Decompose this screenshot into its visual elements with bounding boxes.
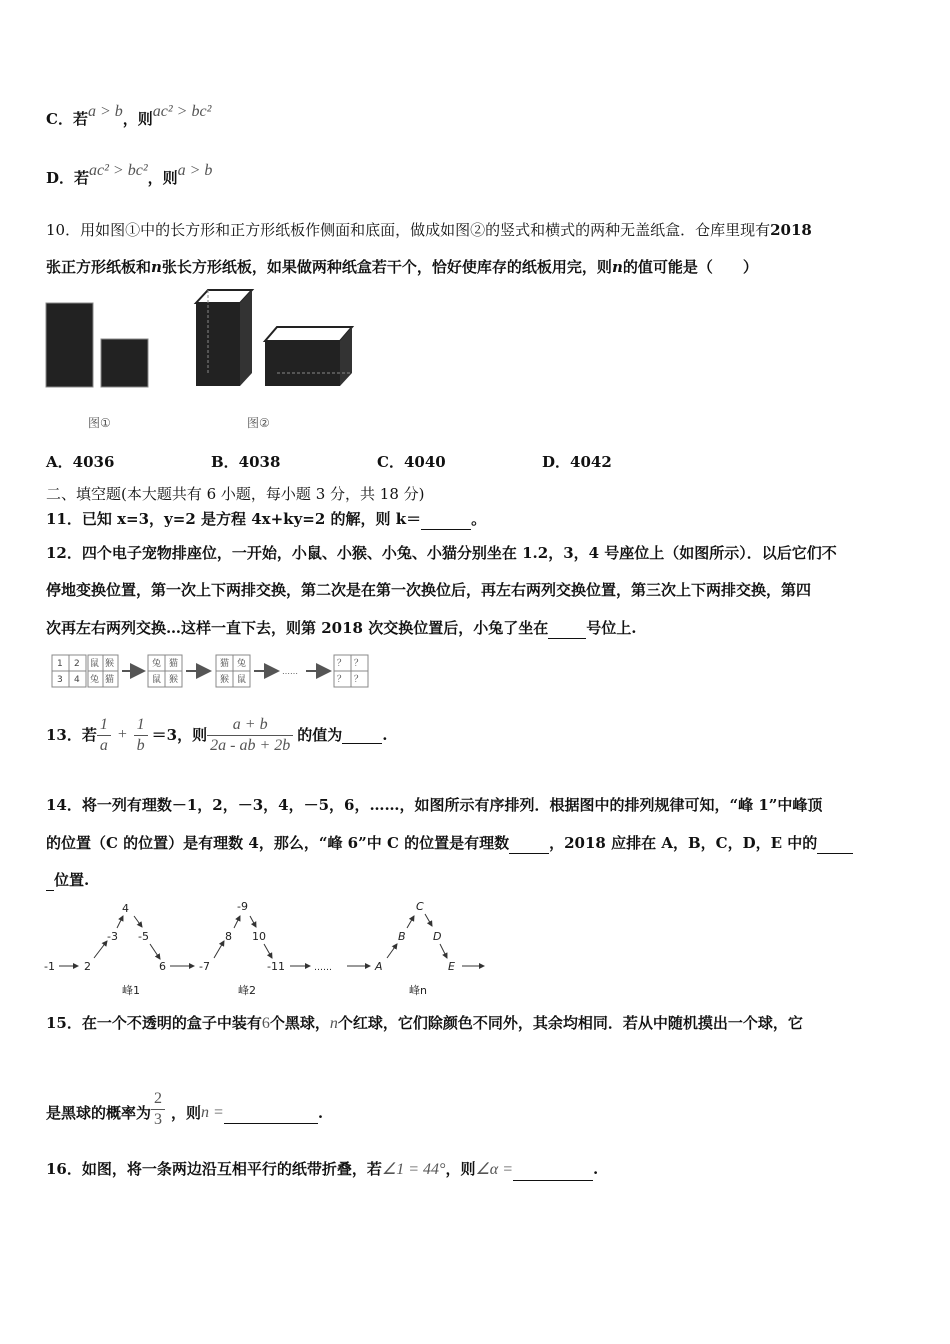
num-6: 6 bbox=[159, 960, 166, 973]
text: 15．在一个不透明的盒子中装有 bbox=[46, 1014, 262, 1032]
variable: n bbox=[151, 258, 162, 276]
svg-text:猫: 猫 bbox=[169, 659, 179, 669]
svg-text:？: ？ bbox=[337, 675, 347, 685]
svg-text:？: ？ bbox=[354, 675, 364, 685]
q10-line-1 bbox=[46, 219, 812, 241]
seat-box-2 bbox=[148, 655, 182, 687]
pos-c: C bbox=[416, 900, 424, 913]
q14-figure bbox=[42, 896, 492, 1000]
q15-line-1 bbox=[46, 1012, 803, 1035]
answer-blank[interactable] bbox=[224, 1107, 318, 1124]
text: 2018 bbox=[770, 221, 812, 239]
answer-blank[interactable] bbox=[509, 837, 549, 854]
svg-text:兔: 兔 bbox=[237, 659, 247, 669]
math-expression: ac² > bc² bbox=[152, 103, 212, 120]
q10-option-a[interactable]: A．4036 bbox=[46, 453, 115, 471]
num-8: 8 bbox=[225, 930, 232, 943]
dots: …… bbox=[282, 667, 298, 676]
vertical-box bbox=[196, 290, 252, 386]
text: 张长方形纸板，如果做两种纸盒若干个，恰好使库存的纸板用完，则 bbox=[161, 258, 612, 276]
q9-option-d bbox=[46, 162, 213, 190]
svg-text:鼠: 鼠 bbox=[90, 659, 100, 669]
pos-d: D bbox=[433, 930, 442, 943]
text: 的值为 bbox=[297, 726, 343, 744]
text: ，2018 应排在 A，B，C，D，E 中的 bbox=[549, 834, 818, 852]
text: 是黑球的概率为 bbox=[46, 1104, 152, 1122]
text: ，则 bbox=[445, 1160, 476, 1178]
pos-a: A bbox=[375, 960, 383, 973]
answer-blank[interactable] bbox=[817, 837, 853, 854]
fraction-expression: $\frac{a + b}{2a - ab + 2b}$ bbox=[207, 715, 293, 756]
q12-line-3 bbox=[46, 617, 636, 639]
caption-peak-n: 峰n bbox=[409, 984, 427, 997]
svg-text:猫: 猫 bbox=[220, 659, 230, 669]
q16 bbox=[46, 1158, 598, 1181]
svg-text:3: 3 bbox=[57, 675, 63, 685]
pos-b: B bbox=[398, 930, 406, 943]
text: 的值可能是（ ） bbox=[622, 258, 758, 276]
math-expression: ∠1 = 44° bbox=[381, 1161, 446, 1178]
section-title: 二、填空题(本大题共有 6 小题，每小题 3 分，共 18 分) bbox=[46, 485, 425, 503]
svg-text:猫: 猫 bbox=[105, 675, 115, 685]
svg-text:兔: 兔 bbox=[152, 659, 162, 669]
q10-option-d[interactable]: D．4042 bbox=[542, 453, 612, 471]
seat-box-unknown bbox=[334, 655, 368, 687]
number: 6 bbox=[261, 1015, 270, 1032]
num-4: 4 bbox=[122, 902, 129, 915]
svg-text:2: 2 bbox=[74, 659, 80, 669]
math-expression: ac² > bc² bbox=[89, 162, 148, 179]
text: 张正方形纸板和 bbox=[46, 258, 152, 276]
q14-line-1: 14．将一列有理数－1，2，－3，4，－5，6，……，如图所示有序排列．根据图中的排列规律可知，“峰 1”中峰顶 bbox=[46, 796, 823, 814]
caption-peak-2: 峰2 bbox=[238, 984, 256, 997]
text: 个黑球， bbox=[269, 1014, 330, 1032]
text: 的位置（C 的位置）是有理数 4，那么，“峰 6”中 C 的位置是有理数 bbox=[46, 834, 510, 852]
q9-option-c bbox=[46, 103, 212, 131]
text: . bbox=[382, 726, 388, 744]
seat-box-initial bbox=[52, 655, 118, 687]
text: . bbox=[593, 1160, 599, 1178]
num-3: -3 bbox=[107, 930, 118, 943]
text: 11．已知 x=3，y=2 是方程 4x+ky=2 的解，则 k＝ bbox=[46, 510, 422, 528]
variable: n bbox=[611, 258, 623, 276]
num-9: -9 bbox=[237, 900, 248, 913]
answer-blank-cont[interactable] bbox=[46, 874, 54, 891]
text: 个红球，它们除颜色不同外，其余均相同．若从中随机摸出一个球，它 bbox=[337, 1014, 803, 1032]
q13 bbox=[46, 710, 387, 760]
answer-blank[interactable] bbox=[548, 622, 586, 639]
answer-blank[interactable] bbox=[421, 513, 471, 530]
horizontal-box bbox=[265, 327, 352, 386]
num-7: -7 bbox=[199, 960, 210, 973]
num-start: -1 bbox=[44, 960, 55, 973]
math-expression: a > b bbox=[177, 162, 213, 179]
text: 次再左右两列交换…这样一直下去，则第 2018 次交换位置后，小兔了坐在 bbox=[46, 619, 549, 637]
svg-text:猴: 猴 bbox=[220, 675, 230, 685]
fraction-two-thirds: $\frac{2}{3}$ bbox=[151, 1089, 165, 1130]
text: ，则 bbox=[122, 110, 153, 128]
text: 10．用如图①中的长方形和正方形纸板作侧面和底面，做成如图②的竖式和横式的两种无盖纸盒．仓库里现有 bbox=[46, 221, 771, 239]
svg-text:兔: 兔 bbox=[90, 675, 100, 685]
math-expression: n = bbox=[201, 1104, 224, 1121]
text: 16．如图，将一条两边沿互相平行的纸带折叠，若 bbox=[46, 1160, 382, 1178]
q10-figure bbox=[40, 285, 370, 435]
num-5: -5 bbox=[138, 930, 149, 943]
option-label: D．若 bbox=[46, 169, 90, 187]
q10-option-b[interactable]: B．4038 bbox=[211, 453, 281, 471]
svg-text:猴: 猴 bbox=[105, 659, 115, 669]
q10-option-c[interactable]: C．4040 bbox=[377, 453, 446, 471]
q12-line-1: 12．四个电子宠物排座位，一开始，小鼠、小猴、小兔、小猫分别坐在 1.2，3，4 号座位上（如图所示）．以后它们不 bbox=[46, 544, 837, 562]
num-11: -11 bbox=[267, 960, 285, 973]
variable: n bbox=[329, 1015, 338, 1032]
text: ，则 bbox=[171, 1104, 202, 1122]
text: 号位上. bbox=[586, 619, 637, 637]
text: . bbox=[317, 1104, 324, 1122]
caption-peak-1: 峰1 bbox=[122, 984, 140, 997]
answer-blank[interactable] bbox=[513, 1164, 593, 1181]
rectangle-board bbox=[46, 303, 93, 387]
option-label: C．若 bbox=[46, 110, 88, 128]
dots: …… bbox=[314, 963, 332, 973]
num-10: 10 bbox=[252, 930, 266, 943]
q14-line-2 bbox=[46, 832, 853, 854]
text: 13．若 bbox=[46, 726, 97, 744]
math-expression: a > b bbox=[87, 103, 123, 120]
seat-box-3 bbox=[216, 655, 250, 687]
fraction-1-over-b: $\frac{1}{b}$ bbox=[134, 715, 148, 756]
text: 位置. bbox=[54, 871, 90, 889]
fig1-caption: 图① bbox=[88, 416, 111, 430]
num-2: 2 bbox=[84, 960, 91, 973]
square-board bbox=[101, 339, 148, 387]
svg-text:4: 4 bbox=[74, 675, 80, 685]
pos-e: E bbox=[448, 960, 455, 973]
svg-text:猴: 猴 bbox=[169, 675, 179, 685]
q14-line-3 bbox=[46, 869, 89, 891]
fraction-1-over-a: $\frac{1}{a}$ bbox=[97, 715, 111, 756]
plus-sign: + bbox=[116, 726, 128, 743]
math-expression: ∠α = bbox=[475, 1161, 513, 1178]
svg-text:？: ？ bbox=[337, 659, 347, 669]
svg-text:1: 1 bbox=[57, 659, 63, 669]
text: ＝3，则 bbox=[151, 726, 208, 744]
answer-blank[interactable] bbox=[342, 727, 382, 744]
q15-line-2 bbox=[46, 1074, 324, 1128]
svg-text:鼠: 鼠 bbox=[237, 675, 247, 685]
q10-line-2 bbox=[46, 256, 758, 278]
svg-text:？: ？ bbox=[354, 659, 364, 669]
text: 。 bbox=[471, 510, 487, 528]
svg-text:鼠: 鼠 bbox=[152, 675, 162, 685]
text: ，则 bbox=[147, 169, 178, 187]
q11 bbox=[46, 508, 486, 530]
q12-figure bbox=[50, 652, 375, 692]
q12-line-2: 停地变换位置，第一次上下两排交换，第二次是在第一次换位后，再左右两列交换位置，第三次上下两排交换，第四 bbox=[46, 581, 812, 599]
fig2-caption: 图② bbox=[247, 416, 270, 430]
